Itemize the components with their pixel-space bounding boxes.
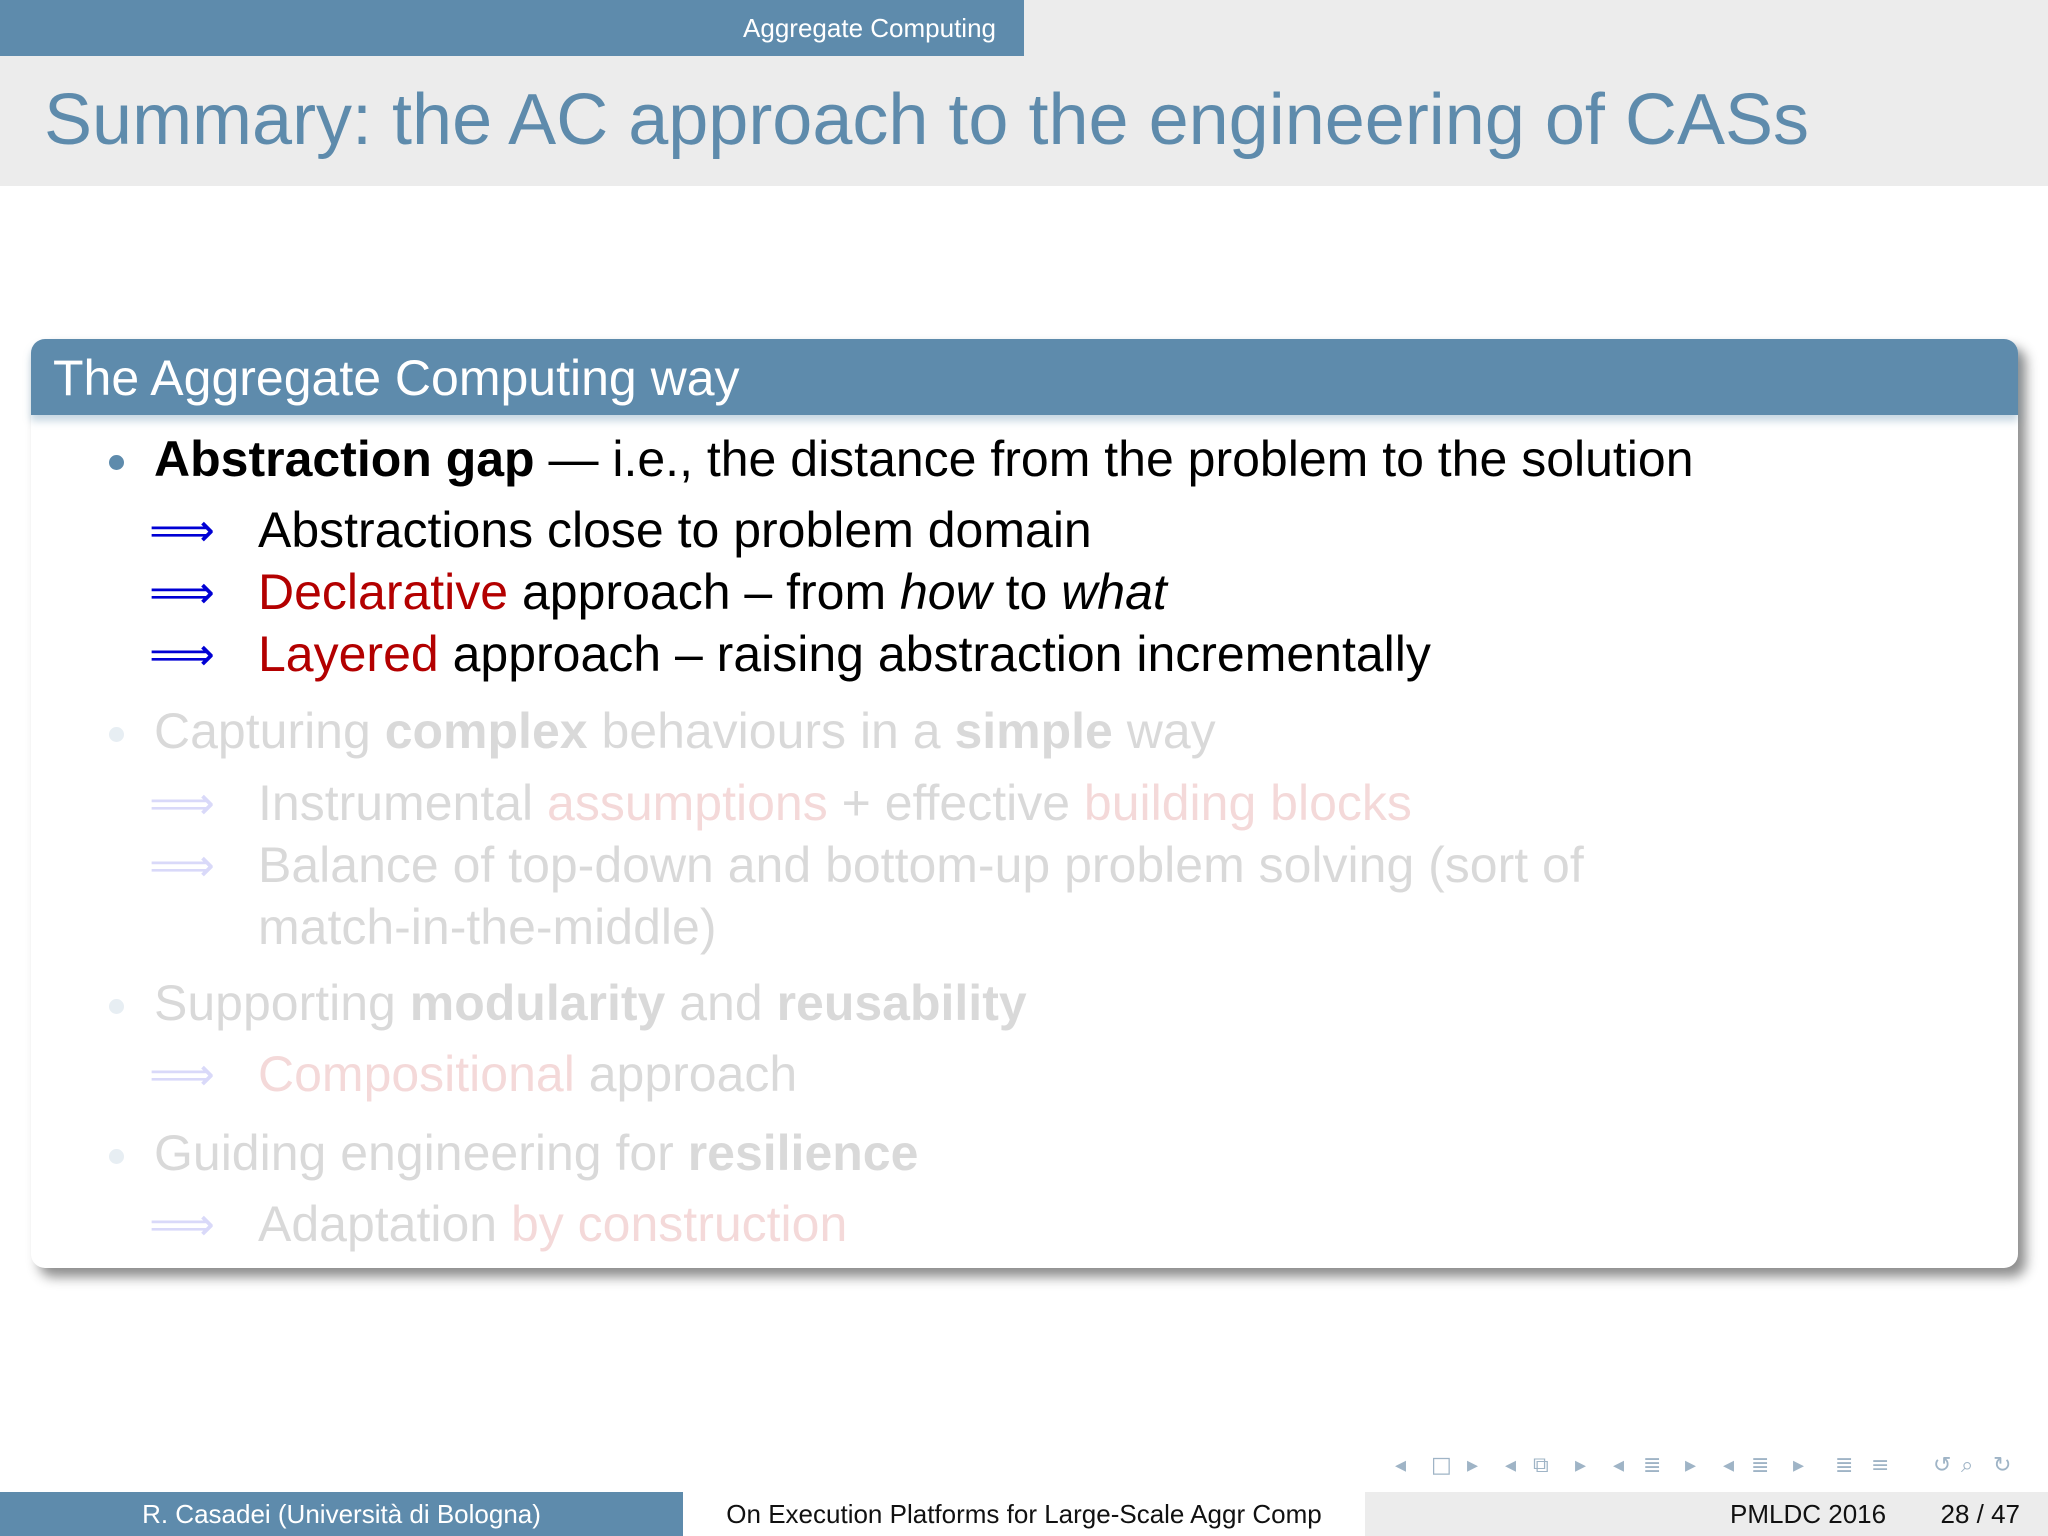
section-label: Aggregate Computing xyxy=(743,12,996,43)
prev-section-icon[interactable]: ◂ xyxy=(1613,1453,1625,1478)
block-header xyxy=(31,339,2018,415)
sub-item-text: approach xyxy=(574,1046,798,1102)
bullet-item-modularity xyxy=(154,975,1027,1031)
sub-item-text: to xyxy=(991,564,1062,620)
item-text: Capturing xyxy=(154,703,385,759)
sub-item-layered xyxy=(258,626,1431,682)
implies-arrow-icon: ⟹ xyxy=(149,503,215,557)
item-keyword: simple xyxy=(954,703,1113,759)
alert-text: assumptions xyxy=(547,775,828,831)
redo-icon[interactable]: ↻ xyxy=(1993,1453,2012,1478)
item-keyword: resilience xyxy=(687,1125,919,1181)
item-keyword: complex xyxy=(384,703,588,759)
sub-item-declarative xyxy=(258,564,1167,620)
next-doc-icon[interactable]: ▸ xyxy=(1793,1453,1805,1478)
implies-arrow-icon: ⟹ xyxy=(149,838,215,892)
sub-item-balance-line-2: match-in-the-middle) xyxy=(258,899,717,955)
prev-frame-icon[interactable]: ◂ xyxy=(1395,1453,1407,1478)
sub-item-text: Abstractions close to problem domain xyxy=(258,502,1092,558)
block-title: The Aggregate Computing way xyxy=(53,350,740,406)
sub-item-adaptation xyxy=(258,1196,848,1252)
alert-text: Layered xyxy=(258,626,439,682)
sub-item-text: Instrumental xyxy=(258,775,548,831)
footer-author xyxy=(0,1492,683,1536)
implies-arrow-icon: ⟹ xyxy=(149,1197,215,1251)
alert-text: Declarative xyxy=(258,564,509,620)
bullet-icon xyxy=(109,1149,124,1164)
sub-item-compositional xyxy=(258,1046,798,1102)
document-icon[interactable]: ≣ xyxy=(1751,1453,1770,1478)
item-text: and xyxy=(665,975,777,1031)
prev-subsection-icon[interactable]: ◂ xyxy=(1505,1453,1517,1478)
implies-arrow-icon: ⟹ xyxy=(149,565,215,619)
alert-text: building blocks xyxy=(1083,775,1412,831)
frame-icon[interactable]: □ xyxy=(1431,1453,1452,1478)
search-icon[interactable]: ⌕ xyxy=(1961,1453,1974,1478)
back-icon[interactable]: ≣ xyxy=(1835,1453,1854,1478)
item-text: Supporting xyxy=(154,975,410,1031)
bullet-icon xyxy=(109,999,124,1014)
item-keyword: Abstraction gap xyxy=(154,431,535,487)
page-number: 28 / 47 xyxy=(1940,1498,2020,1529)
sub-item-abstractions xyxy=(258,502,1092,558)
next-subsection-icon[interactable]: ▸ xyxy=(1575,1453,1587,1478)
item-text: behaviours in a xyxy=(587,703,955,759)
sub-item-text: Adaptation xyxy=(258,1196,511,1252)
next-section-icon[interactable]: ▸ xyxy=(1685,1453,1697,1478)
conference-label: PMLDC 2016 xyxy=(1730,1498,1887,1529)
footer xyxy=(0,1492,2048,1536)
emph-text: what xyxy=(1061,564,1167,620)
prev-doc-icon[interactable]: ◂ xyxy=(1723,1453,1735,1478)
implies-arrow-icon: ⟹ xyxy=(149,1047,215,1101)
talk-title-label: On Execution Platforms for Large-Scale Aggr Comp xyxy=(726,1498,1322,1529)
next-frame-icon[interactable]: ▸ xyxy=(1467,1453,1479,1478)
sub-item-balance-line-1: Balance of top-down and bottom-up problem solving (sort of xyxy=(258,837,1584,893)
item-text: way xyxy=(1112,703,1216,759)
beamer-navigation-bar xyxy=(1395,1452,2035,1480)
implies-arrow-icon: ⟹ xyxy=(149,776,215,830)
section-navigation-tab[interactable] xyxy=(0,0,1024,56)
footer-info xyxy=(1365,1492,2048,1536)
item-keyword: reusability xyxy=(776,975,1027,1031)
item-keyword: modularity xyxy=(409,975,666,1031)
item-text: — i.e., the distance from the problem to the solution xyxy=(534,431,1694,487)
bullet-item-abstraction-gap xyxy=(154,431,1694,487)
author-label: R. Casadei (Università di Bologna) xyxy=(142,1498,541,1529)
section-icon[interactable]: ≣ xyxy=(1643,1453,1662,1478)
bullet-icon xyxy=(109,455,124,470)
emph-text: how xyxy=(899,564,992,620)
undo-icon[interactable]: ↺ xyxy=(1933,1453,1952,1478)
footer-talk-title xyxy=(683,1492,1365,1536)
bullet-icon xyxy=(109,727,124,742)
sub-item-text: + effective xyxy=(827,775,1084,831)
sub-item-text: approach – raising abstraction incrementally xyxy=(438,626,1431,682)
sub-item-assumptions xyxy=(258,775,1412,831)
sub-item-text: approach – from xyxy=(508,564,900,620)
align-icon[interactable]: ≡ xyxy=(1871,1453,1890,1478)
alert-text: Compositional xyxy=(258,1046,575,1102)
content-block xyxy=(31,339,2018,1268)
item-text: Guiding engineering for xyxy=(154,1125,688,1181)
subsection-icon[interactable]: ⧉ xyxy=(1533,1453,1549,1478)
bullet-item-resilience xyxy=(154,1125,919,1181)
implies-arrow-icon: ⟹ xyxy=(149,627,215,681)
alert-text: by construction xyxy=(510,1196,848,1252)
bullet-item-complex-behaviours xyxy=(154,703,1216,759)
frame-title: Summary: the AC approach to the engineering of CASs xyxy=(44,80,1809,160)
